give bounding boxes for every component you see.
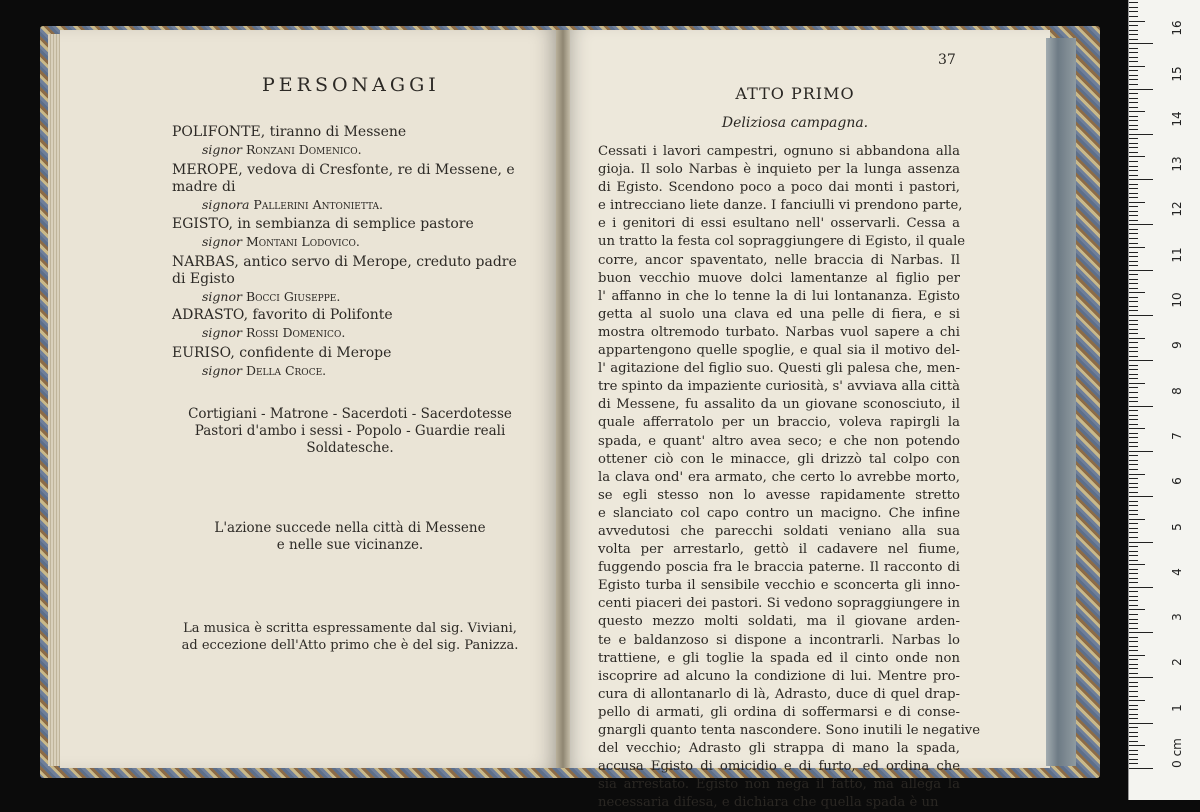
ruler-tick (1129, 696, 1138, 697)
ruler-number: 6 (1170, 477, 1184, 486)
ruler-tick (1129, 664, 1138, 665)
text-line: questo mezzo molti soldati, ma il giovane arden- (598, 614, 960, 630)
text-line: ottener ciò con le minacce, gli drizzò tal colpo con (598, 451, 960, 467)
ruler-tick (1129, 596, 1138, 597)
ruler-tick (1129, 70, 1138, 71)
ruler-tick (1129, 30, 1138, 31)
character-entry (172, 254, 532, 305)
ruler-tick (1129, 66, 1145, 67)
ruler-number: 4 (1170, 567, 1184, 576)
page-number: 37 (938, 52, 956, 68)
text-line: centi piaceri dei pastori. Si vedono sopraggiungere in (598, 596, 960, 612)
ruler-tick (1129, 261, 1138, 262)
character-entry (172, 124, 532, 158)
ruler-number: 8 (1170, 386, 1184, 395)
ruler-tick (1129, 224, 1153, 225)
ruler-tick (1129, 310, 1138, 311)
ruler-tick (1129, 428, 1145, 429)
music-credit-line: La musica è scritta espressamente dal sig. Viviani, (183, 621, 517, 636)
ruler-tick (1129, 705, 1138, 706)
text-line: avvedutosi che parecchi soldati veniano alla sua (598, 523, 960, 539)
ruler-tick (1129, 292, 1145, 293)
ruler-tick (1129, 605, 1138, 606)
ruler-tick (1129, 424, 1138, 425)
page-title: PERSONAGGI (262, 74, 440, 96)
ruler-tick (1129, 156, 1145, 157)
ruler-tick (1129, 401, 1138, 402)
ruler-tick (1129, 564, 1145, 565)
text-line: di Egisto. Scendono poco a poco dai monti i pastori, (598, 180, 960, 196)
character-desc: , in sembianza di semplice pastore (228, 216, 474, 232)
text-line: l' affanno in che lo tenne la di lui lontananza. Egisto (598, 288, 960, 304)
synopsis-text (598, 143, 981, 812)
ruler-tick (1129, 446, 1138, 447)
ruler-tick (1129, 464, 1138, 465)
performer-name: Bocci Giuseppe. (245, 289, 341, 304)
ruler-tick (1129, 659, 1138, 660)
ruler-tick (1129, 374, 1138, 375)
ruler-tick (1129, 537, 1138, 538)
ruler-tick (1129, 351, 1138, 352)
ruler-number: 11 (1170, 247, 1184, 263)
ruler-tick (1129, 542, 1153, 543)
ruler-tick (1129, 39, 1138, 40)
ruler-tick (1129, 202, 1145, 203)
ruler-tick (1129, 7, 1138, 8)
ruler-tick (1129, 52, 1138, 53)
ruler-tick (1129, 419, 1138, 420)
ruler-tick (1129, 614, 1138, 615)
ruler-tick (1129, 166, 1138, 167)
ruler-tick (1129, 700, 1145, 701)
ruler-tick (1129, 247, 1145, 248)
ruler-tick (1129, 120, 1138, 121)
ruler-number: 16 (1170, 20, 1184, 36)
ruler-tick (1129, 360, 1153, 361)
text-line: iscoprire ad alcuno la condizione di lui. Mentre pro- (598, 668, 960, 684)
ruler-tick (1129, 75, 1138, 76)
ruler-tick (1129, 84, 1138, 85)
character-desc: , tiranno di Messene (260, 124, 407, 140)
ruler-tick (1129, 324, 1138, 325)
ruler-tick (1129, 229, 1138, 230)
ruler-tick (1129, 102, 1138, 103)
ruler-tick (1129, 170, 1138, 171)
ruler-tick (1129, 623, 1138, 624)
ruler-tick (1129, 754, 1138, 755)
ruler-number: 3 (1170, 613, 1184, 621)
ruler-tick (1129, 673, 1138, 674)
performer-title: signor (202, 142, 242, 157)
ruler-tick (1129, 378, 1138, 379)
ruler-tick (1129, 619, 1138, 620)
ruler-tick (1129, 655, 1145, 656)
ruler-tick (1129, 492, 1138, 493)
ruler-tick (1129, 410, 1138, 411)
performer-title: signor (202, 325, 242, 340)
text-line: cura di allontanarlo di là, Adrasto, duce di quel drap- (598, 686, 960, 702)
ruler-tick (1129, 320, 1138, 321)
character-entry (172, 345, 532, 379)
ruler-number: 12 (1170, 201, 1184, 218)
endpaper-flap (1046, 38, 1076, 766)
ruler-tick (1129, 297, 1138, 298)
setting-line: e nelle sue vicinanze. (276, 537, 424, 553)
character-name: NARBAS (172, 254, 235, 270)
ruler-tick (1129, 342, 1138, 343)
text-line: Cessati i lavori campestri, ognuno si abbandona alla (598, 144, 960, 159)
ruler-tick (1129, 2, 1138, 3)
ruler-tick (1129, 116, 1138, 117)
ruler-tick (1129, 718, 1138, 719)
ruler-tick (1129, 220, 1138, 221)
ruler-number: 15 (1170, 65, 1184, 82)
book-gutter (556, 30, 570, 768)
chorus-line: Pastori d'ambo i sessi - Popolo - Guardie reali (194, 423, 506, 439)
ruler-tick (1129, 34, 1138, 35)
ruler-tick (1129, 750, 1138, 751)
ruler-tick (1129, 455, 1138, 456)
ruler-number: 0 cm (1170, 738, 1184, 768)
ruler-tick (1129, 152, 1138, 153)
ruler-tick (1129, 107, 1138, 108)
ruler-tick (1129, 514, 1138, 515)
performer-title: signor (202, 234, 242, 249)
text-line: un tratto la festa col sopraggiungere di Egisto, il quale (598, 234, 966, 250)
ruler-tick (1129, 478, 1138, 479)
ruler-tick (1129, 682, 1138, 683)
text-line: di Messene, fu assalito da un giovane sconosciuto, il (598, 397, 960, 413)
text-line: getta al suolo una clava ed una pelle di fiera, e si (598, 306, 960, 322)
ruler-tick (1129, 591, 1138, 592)
ruler-tick (1129, 283, 1138, 284)
ruler-tick (1129, 387, 1138, 388)
text-line: corre, ancor spaventato, nelle braccia di Narbas. Il (598, 252, 960, 268)
text-line: quale afferratolo per un braccio, voleva rapirgli la (598, 415, 960, 431)
ruler-tick (1129, 243, 1138, 244)
setting-line: L'azione succede nella città di Messene (214, 520, 486, 536)
text-line: e slanciato col capo contro un macigno. Che infine (598, 505, 960, 521)
ruler-tick (1129, 125, 1138, 126)
ruler-tick (1129, 147, 1138, 148)
ruler-tick (1129, 433, 1138, 434)
ruler-tick (1129, 392, 1138, 393)
ruler-tick (1129, 315, 1153, 316)
ruler-tick (1129, 474, 1145, 475)
ruler-tick (1129, 519, 1145, 520)
performer-title: signora (202, 197, 250, 212)
ruler-tick (1129, 288, 1138, 289)
ruler-tick (1129, 129, 1138, 130)
ruler-tick (1129, 306, 1138, 307)
character-entry (172, 162, 532, 213)
ruler-number: 5 (1170, 522, 1184, 531)
performer-name: Ronzani Domenico. (245, 142, 362, 157)
ruler-number: 9 (1170, 341, 1184, 350)
text-line: volta per arrestarlo, gettò il cadavere nel fiume, (598, 542, 960, 558)
character-name: EURISO (172, 345, 231, 361)
ruler-tick (1129, 138, 1138, 139)
text-line: e i genitori di essi esultano nell' osservarli. Cessa a (598, 216, 960, 232)
text-line: la clava ond' era armato, che certo lo avrebbe morto, (598, 469, 960, 485)
ruler-tick (1129, 256, 1138, 257)
ruler-tick (1129, 546, 1138, 547)
text-line: te e baldanzoso si dispone a incontrarli. Narbas lo (598, 632, 960, 648)
ruler-tick (1129, 632, 1153, 633)
character-desc: , vedova di Cresfonte, re di Messene, e madre di (172, 162, 515, 195)
ruler-tick (1129, 143, 1138, 144)
ruler-tick (1129, 650, 1138, 651)
ruler-tick (1129, 600, 1138, 601)
ruler-tick (1129, 57, 1138, 58)
text-line: sia arrestato. Egisto non nega il fatto, ma allega la (598, 777, 960, 793)
ruler-number: 13 (1170, 156, 1184, 172)
ruler-tick (1129, 483, 1138, 484)
ruler-tick (1129, 365, 1138, 366)
character-name: MEROPE (172, 162, 239, 178)
ruler-tick (1129, 691, 1138, 692)
text-line: mostra oltremodo turbato. Narbas vuol sapere a chi (598, 324, 960, 340)
performer-name: Montani Lodovico. (245, 234, 360, 249)
ruler-tick (1129, 134, 1153, 135)
ruler-tick (1129, 637, 1138, 638)
ruler-tick (1129, 745, 1145, 746)
character-entry (172, 307, 532, 341)
character-name: POLIFONTE (172, 124, 261, 140)
ruler-tick (1129, 736, 1138, 737)
ruler-tick (1129, 709, 1138, 710)
ruler-tick (1129, 43, 1153, 44)
ruler-tick (1129, 89, 1153, 90)
ruler-tick (1129, 270, 1153, 271)
character-desc: , antico servo di Merope, creduto padre di Egisto (172, 254, 517, 287)
ruler-tick (1129, 301, 1138, 302)
ruler-tick (1129, 763, 1138, 764)
setting-note (160, 520, 540, 554)
ruler-tick (1129, 179, 1153, 180)
ruler-tick (1129, 768, 1153, 769)
ruler-tick (1129, 451, 1153, 452)
text-line: buon vecchio muove dolci lamentanze al figlio per (598, 270, 960, 286)
ruler-tick (1129, 274, 1138, 275)
ruler-number: 2 (1170, 658, 1184, 667)
ruler-tick (1129, 442, 1138, 443)
ruler-tick (1129, 641, 1138, 642)
ruler-tick (1129, 383, 1145, 384)
character-desc: , favorito di Polifonte (243, 307, 393, 323)
ruler-tick (1129, 460, 1138, 461)
ruler-tick (1129, 233, 1138, 234)
text-line: accusa Egisto di omicidio e di furto, ed ordina che (598, 759, 960, 775)
ruler-tick (1129, 723, 1153, 724)
ruler-tick (1129, 469, 1138, 470)
ruler-tick (1129, 265, 1138, 266)
ruler-number: 7 (1170, 432, 1184, 440)
ruler-tick (1129, 668, 1138, 669)
ruler-tick (1129, 573, 1138, 574)
ruler-tick (1129, 732, 1138, 733)
ruler-tick (1129, 25, 1138, 26)
chorus-list (160, 406, 540, 457)
ruler-tick (1129, 338, 1145, 339)
character-name: ADRASTO (172, 307, 244, 323)
performer-name: Rossi Domenico. (245, 325, 346, 340)
ruler-tick (1129, 11, 1138, 12)
ruler-number: 1 (1170, 703, 1184, 712)
text-line: trattiene, e gli toglie la spada ed il cinto onde non (598, 650, 960, 666)
ruler-tick (1129, 333, 1138, 334)
ruler-tick (1129, 61, 1138, 62)
performer-name: Della Croce. (245, 363, 327, 378)
ruler-tick (1129, 628, 1138, 629)
text-line: spada, e quant' altro avea seco; e che non potendo (598, 433, 960, 449)
ruler-tick (1129, 714, 1138, 715)
text-line: appartengono quelle spoglie, e qual sia il motivo del- (598, 343, 960, 359)
ruler-tick (1129, 677, 1153, 678)
act-title: ATTO PRIMO (735, 84, 855, 103)
ruler-tick (1129, 175, 1138, 176)
text-line: tre spinto da impaziente curiosità, s' avviava alla città (598, 379, 960, 395)
chorus-line: Cortigiani - Matrone - Sacerdoti - Sacerdotesse (188, 406, 512, 422)
performer-title: signor (202, 363, 242, 378)
ruler-tick (1129, 211, 1138, 212)
ruler-tick (1129, 551, 1138, 552)
text-line: l' agitazione del figlio suo. Questi gli palesa che, men- (598, 361, 960, 377)
ruler-tick (1129, 532, 1138, 533)
ruler-tick (1129, 528, 1138, 529)
ruler-tick (1129, 510, 1138, 511)
ruler-tick (1129, 188, 1138, 189)
ruler-tick (1129, 523, 1138, 524)
ruler-tick (1129, 555, 1138, 556)
ruler-tick (1129, 646, 1138, 647)
ruler-tick (1129, 252, 1138, 253)
ruler-tick (1129, 609, 1145, 610)
ruler-tick (1129, 727, 1138, 728)
ruler-tick (1129, 686, 1138, 687)
character-desc: , confidente di Merope (230, 345, 392, 361)
ruler-tick (1129, 93, 1138, 94)
ruler-tick (1129, 79, 1138, 80)
ruler-tick (1129, 197, 1138, 198)
ruler-tick (1129, 369, 1138, 370)
ruler-tick (1129, 397, 1138, 398)
text-line: gnargli quanto tenta nascondere. Sono inutili le negative (598, 723, 981, 738)
ruler-tick (1129, 415, 1138, 416)
ruler-number: 14 (1170, 111, 1184, 127)
ruler-tick (1129, 347, 1138, 348)
ruler-tick (1129, 560, 1138, 561)
ruler-tick (1129, 16, 1138, 17)
scene-title: Deliziosa campagna. (721, 115, 869, 131)
ruler-tick (1129, 161, 1138, 162)
text-line: necessaria difesa, e dichiara che quella spada è un (598, 795, 939, 811)
ruler-tick (1129, 238, 1138, 239)
ruler-tick (1129, 501, 1138, 502)
text-line: pello di armati, gli ordina di soffermarsi e di conse- (598, 704, 960, 720)
music-credit-line: ad eccezione dell'Atto primo che è del sig. Panizza. (181, 638, 519, 653)
ruler-tick (1129, 406, 1153, 407)
music-credit (150, 620, 550, 654)
character-entry (172, 216, 532, 250)
ruler-tick (1129, 356, 1138, 357)
ruler-tick (1129, 741, 1138, 742)
ruler-tick (1129, 193, 1138, 194)
ruler-tick (1129, 569, 1138, 570)
text-line: se egli stesso non lo avesse rapidamente stretto (598, 487, 960, 503)
ruler-tick (1129, 98, 1138, 99)
ruler-tick (1129, 21, 1145, 22)
text-line: e intrecciano liete danze. I fanciulli vi prendono parte, (598, 198, 963, 214)
performer-title: signor (202, 289, 242, 304)
ruler-tick (1129, 587, 1153, 588)
ruler-number: 10 (1170, 292, 1184, 308)
character-name: EGISTO (172, 216, 229, 232)
text-line: gioja. Il solo Narbas è inquieto per la lunga assenza (598, 162, 960, 178)
ruler-tick (1129, 279, 1138, 280)
measurement-ruler (1128, 0, 1200, 800)
text-line: del vecchio; Adrasto gli strappa di mano la spada, (598, 741, 960, 757)
ruler-tick (1129, 48, 1138, 49)
performer-name: Pallerini Antonietta. (253, 197, 384, 212)
ruler-tick (1129, 329, 1138, 330)
ruler-tick (1129, 206, 1138, 207)
ruler-tick (1129, 184, 1138, 185)
ruler-tick (1129, 578, 1138, 579)
text-line: fuggendo poscia fra le braccia paterne. Il racconto di (598, 560, 960, 576)
text-line: Egisto turba il sensibile vecchio e sconcerta gli inno- (598, 578, 960, 594)
chorus-line: Soldatesche. (306, 440, 394, 456)
ruler-tick (1129, 759, 1138, 760)
ruler-tick (1129, 215, 1138, 216)
ruler-tick (1129, 496, 1153, 497)
ruler-tick (1129, 582, 1138, 583)
ruler-tick (1129, 111, 1145, 112)
ruler-tick (1129, 437, 1138, 438)
ruler-tick (1129, 487, 1138, 488)
ruler-tick (1129, 505, 1138, 506)
